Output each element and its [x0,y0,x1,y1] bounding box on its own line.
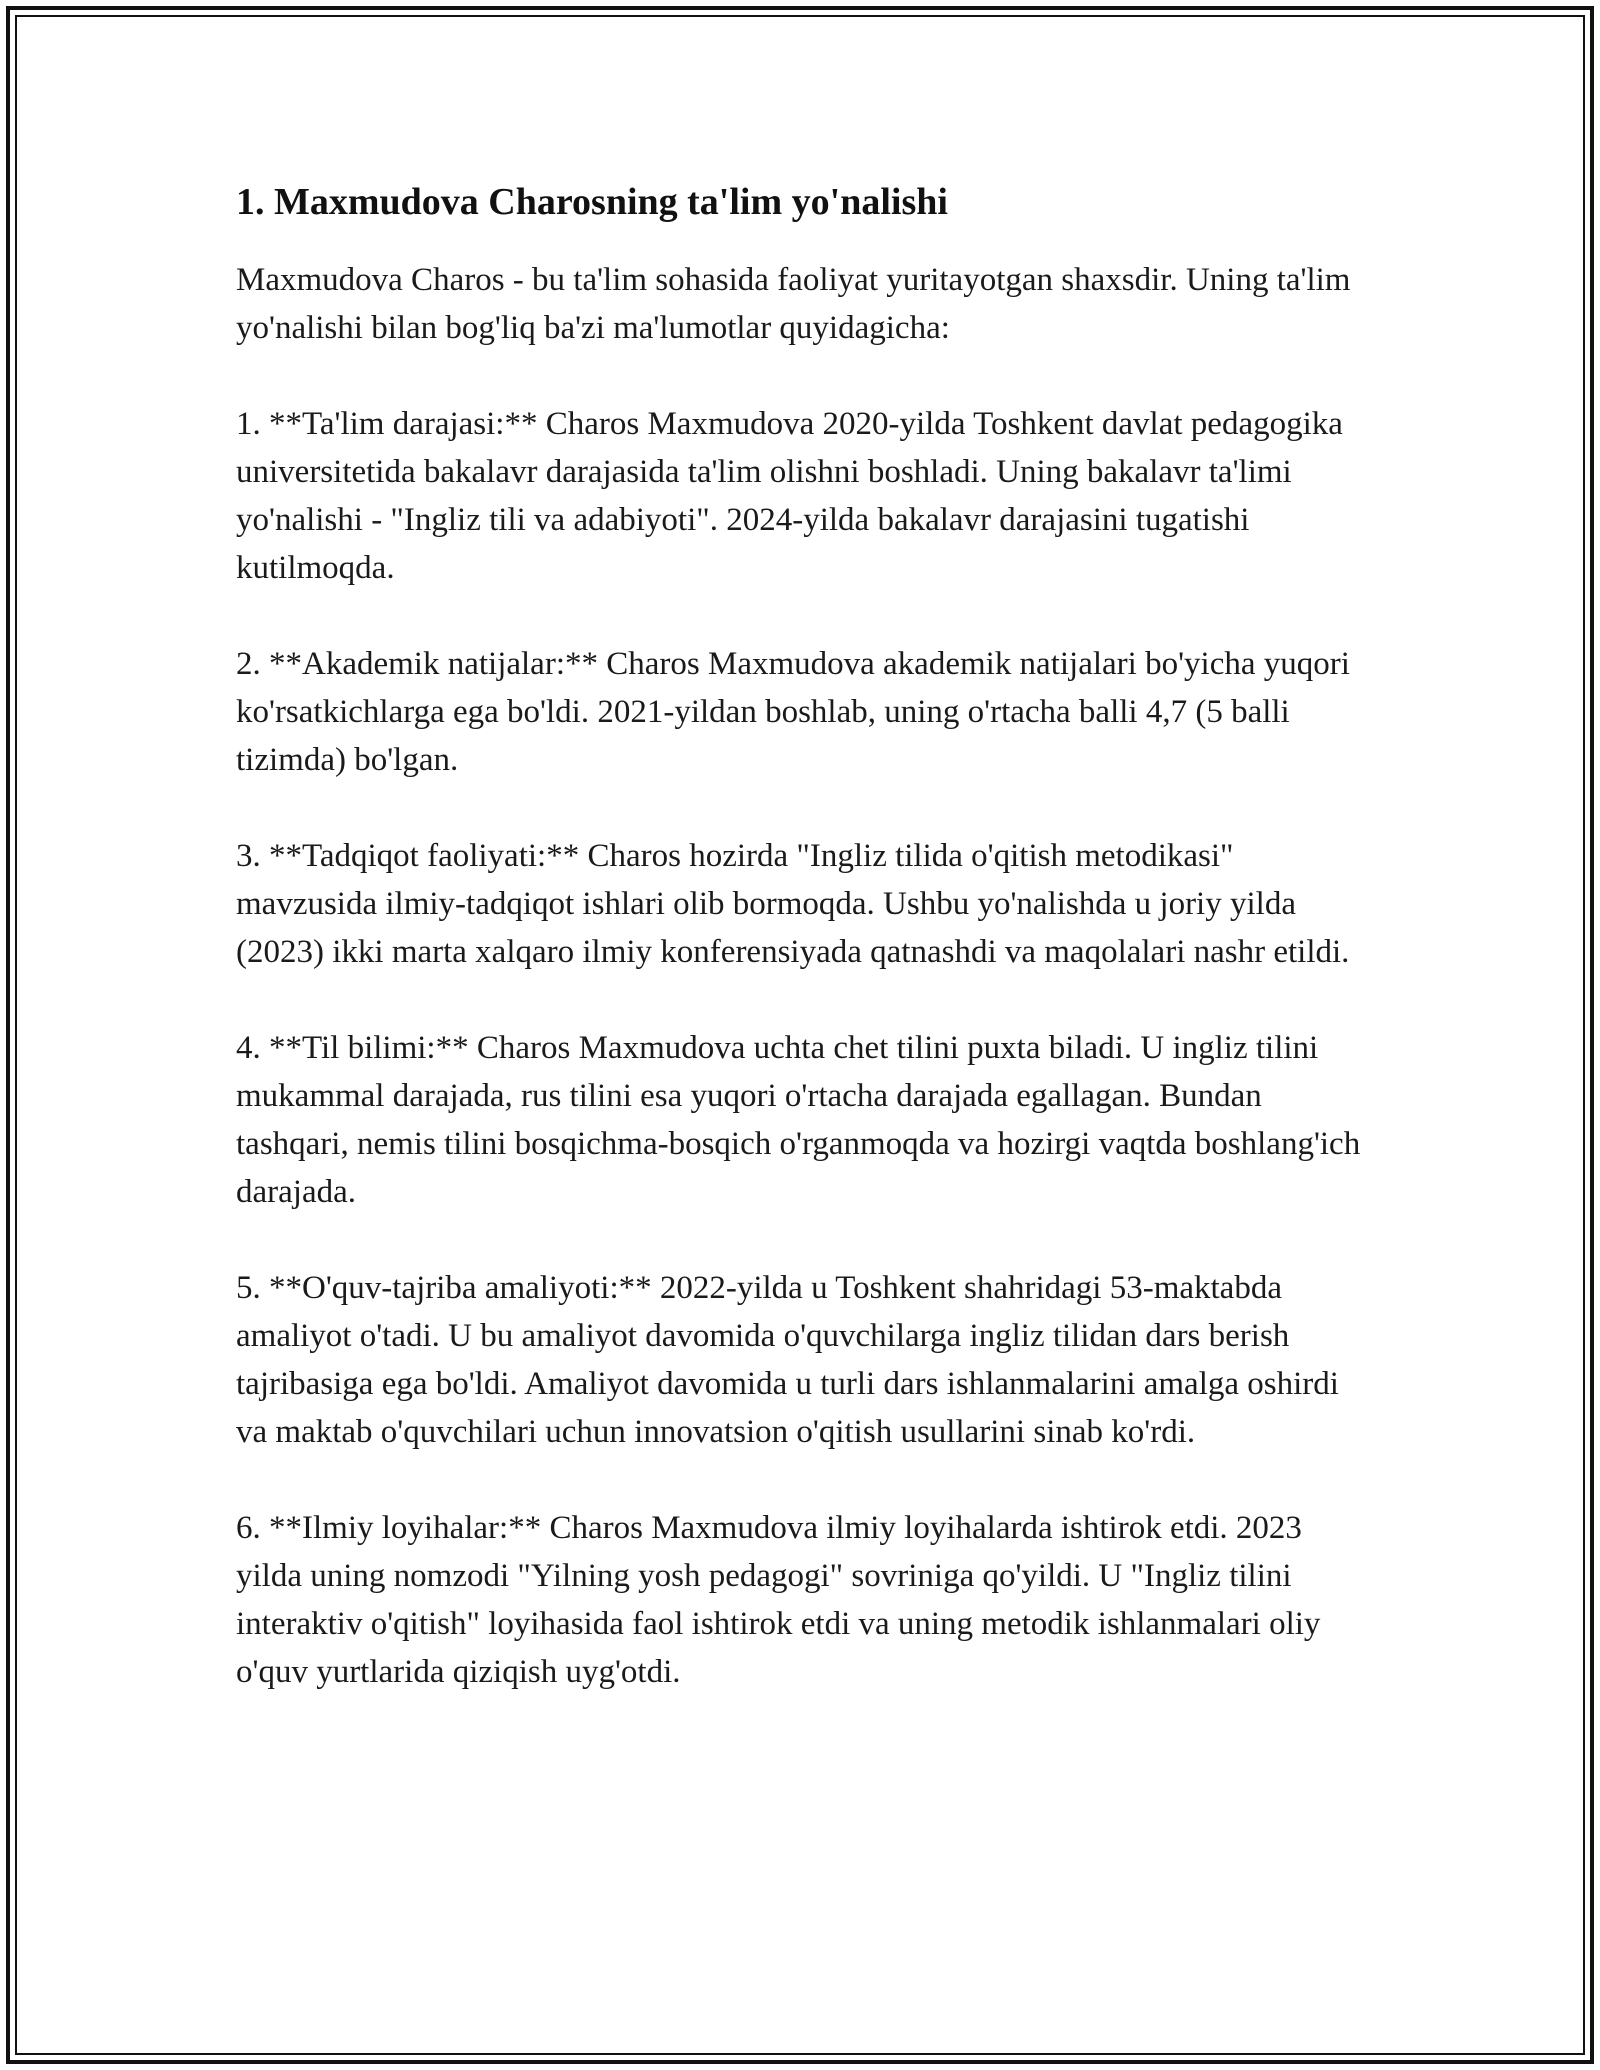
document-body [236,180,1376,1696]
item-research-activity: 3. **Tadqiqot faoliyati:** Charos hozirda "Ingliz tilida o'qitish metodikasi" mavzusida ilmiy-tadqiqot ishlari olib bormoqda. Ushbu yo'nalishda u joriy yilda (2023) ikki marta xalqaro ilmiy konferensiyada qatnashdi va maqolalari nashr etildi. [236,837,1350,970]
item-academic-results: 2. **Akademik natijalar:** Charos Maxmudova akademik natijalari bo'yicha yuqori ko'rsatkichlarga ega bo'ldi. 2021-yildan boshlab, uning o'rtacha balli 4,7 (5 balli tizimda) bo'lgan. [236,645,1350,778]
item-language-skills: 4. **Til bilimi:** Charos Maxmudova uchta chet tilini puxta biladi. U ingliz tilini mukammal darajada, rus tilini esa yuqori o'rtacha darajada egallagan. Bundan tashqari, nemis tilini bosqichma-bosqich o'rganmoqda va hozirgi vaqtda boshlang'ich darajada. [236,1029,1361,1210]
intro-paragraph: Maxmudova Charos - bu ta'lim sohasida faoliyat yuritayotgan shaxsdir. Uning ta'lim yo'nalishi bilan bog'liq ba'zi ma'lumotlar quyidagicha: [236,261,1351,346]
item-education-level: 1. **Ta'lim darajasi:** Charos Maxmudova 2020-yilda Toshkent davlat pedagogika universitetida bakalavr darajasida ta'lim olishni boshladi. Uning bakalavr ta'limi yo'nalishi - "Ingliz tili va adabiyoti". 2024-yilda bakalavr darajasini tugatishi kutilmoqda. [236,405,1343,586]
item-teaching-practice: 5. **O'quv-tajriba amaliyoti:** 2022-yilda u Toshkent shahridagi 53-maktabda amaliyot o'tadi. U bu amaliyot davomida o'quvchilarga ingliz tilidan dars berish tajribasiga ega bo'ldi. Amaliyot davomida u turli dars ishlanmalarini amalga oshirdi va maktab o'quvchilari uchun innovatsion o'qitish usullarini sinab ko'rdi. [236,1269,1339,1450]
item-scientific-projects: 6. **Ilmiy loyihalar:** Charos Maxmudova ilmiy loyihalarda ishtirok etdi. 2023 yilda uning nomzodi "Yilning yosh pedagogi" sovriniga qo'yildi. U "Ingliz tilini interaktiv o'qitish" loyihasida faol ishtirok etdi va uning metodik ishlanmalari oliy o'quv yurtlarida qiziqish uyg'otdi. [236,1509,1321,1690]
document-title: 1. Maxmudova Charosning ta'lim yo'nalishi [236,181,948,223]
